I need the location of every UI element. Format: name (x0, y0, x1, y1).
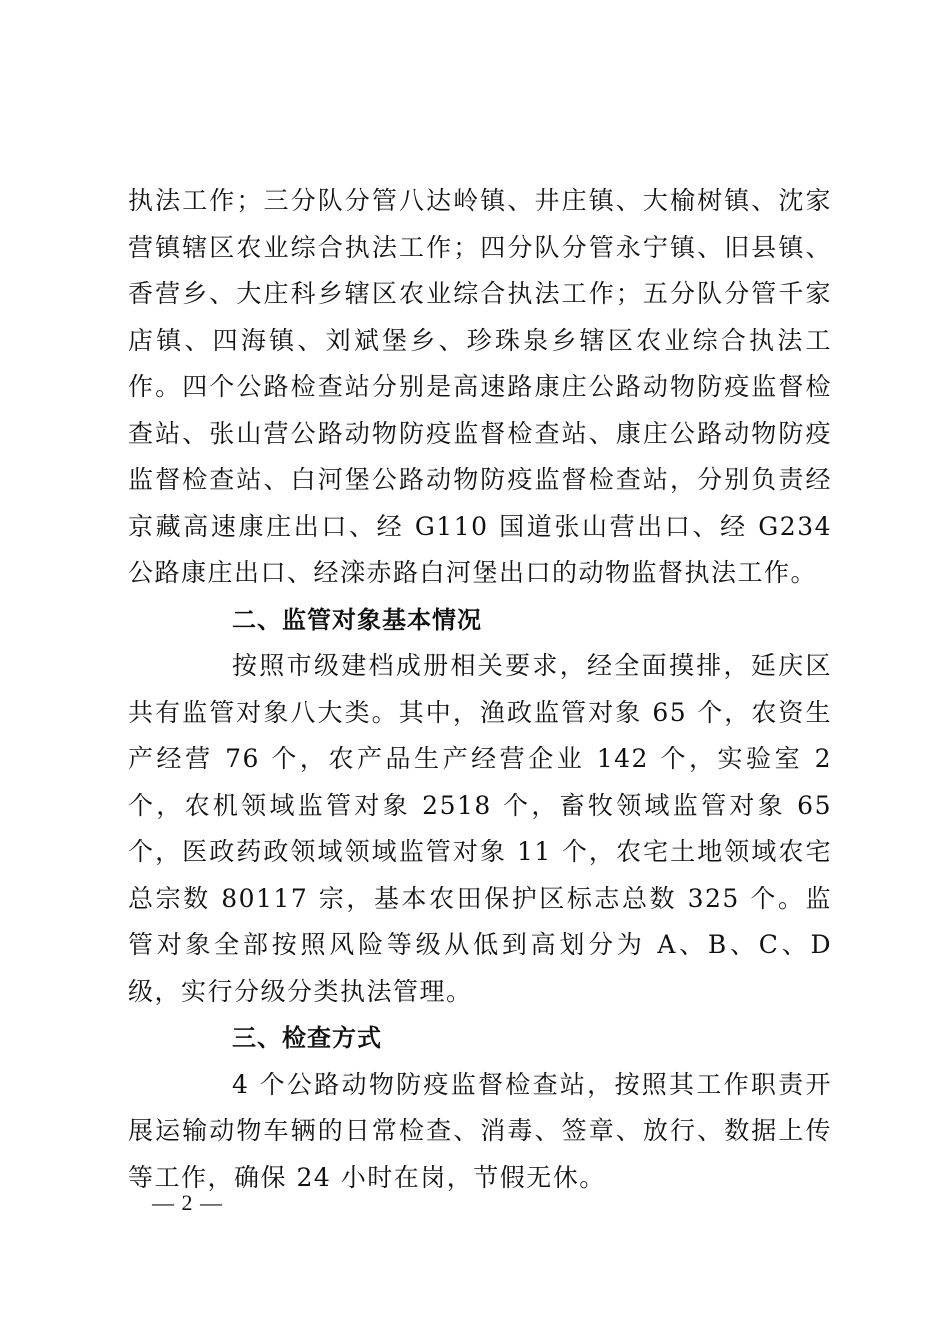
section-heading-inspection-methods: 三、检查方式 (232, 1024, 382, 1052)
intro-paragraph: 执法工作；三分队分管八达岭镇、井庄镇、大榆树镇、沈家营镇辖区农业综合执法工作；四分队分管永宁镇、旧县镇、香营乡、大庄科乡辖区农业综合执法工作；五分队分管千家店镇、四海镇、刘斌堡乡、珍珠泉乡辖区农业综合执法工作。四个公路检查站分别是高速路康庄公路动物防疫监督检查站、张山营公路动物防疫监督检查站、康庄公路动物防疫监督检查站、白河堡公路动物防疫监督检查站，分别负责经京藏高速康庄出口、经 G110 国道张山营出口、经 G234 公路康庄出口、经滦赤路白河堡出口的动物监督执法工作。 (128, 186, 832, 587)
section-heading-supervision-objects: 二、监管对象基本情况 (232, 605, 482, 634)
page-number: — 2 — (152, 1190, 223, 1215)
inspection-methods-paragraph: 4 个公路动物防疫监督检查站，按照其工作职责开展运输动物车辆的日常检查、消毒、签章、放行、数据上传等工作，确保 24 小时在岗，节假无休。 (128, 1069, 832, 1192)
supervision-objects-paragraph: 按照市级建档成册相关要求，经全面摸排，延庆区共有监管对象八大类。其中，渔政监管对象 65 个，农资生产经营 76 个，农产品生产经营企业 142 个，实验室 2 个，农机领域监管对象 2518 个，畜牧领域监管对象 65 个，医政药政领域领域监管对象 11 个，农宅土地领域农宅总宗数 80117 宗，基本农田保护区标志总数 325 个。监管对象全部按照风险等级从低到高划分为 A、B、C、D 级，实行分级分类执法管理。 (128, 651, 832, 1006)
document-body (128, 178, 832, 1201)
